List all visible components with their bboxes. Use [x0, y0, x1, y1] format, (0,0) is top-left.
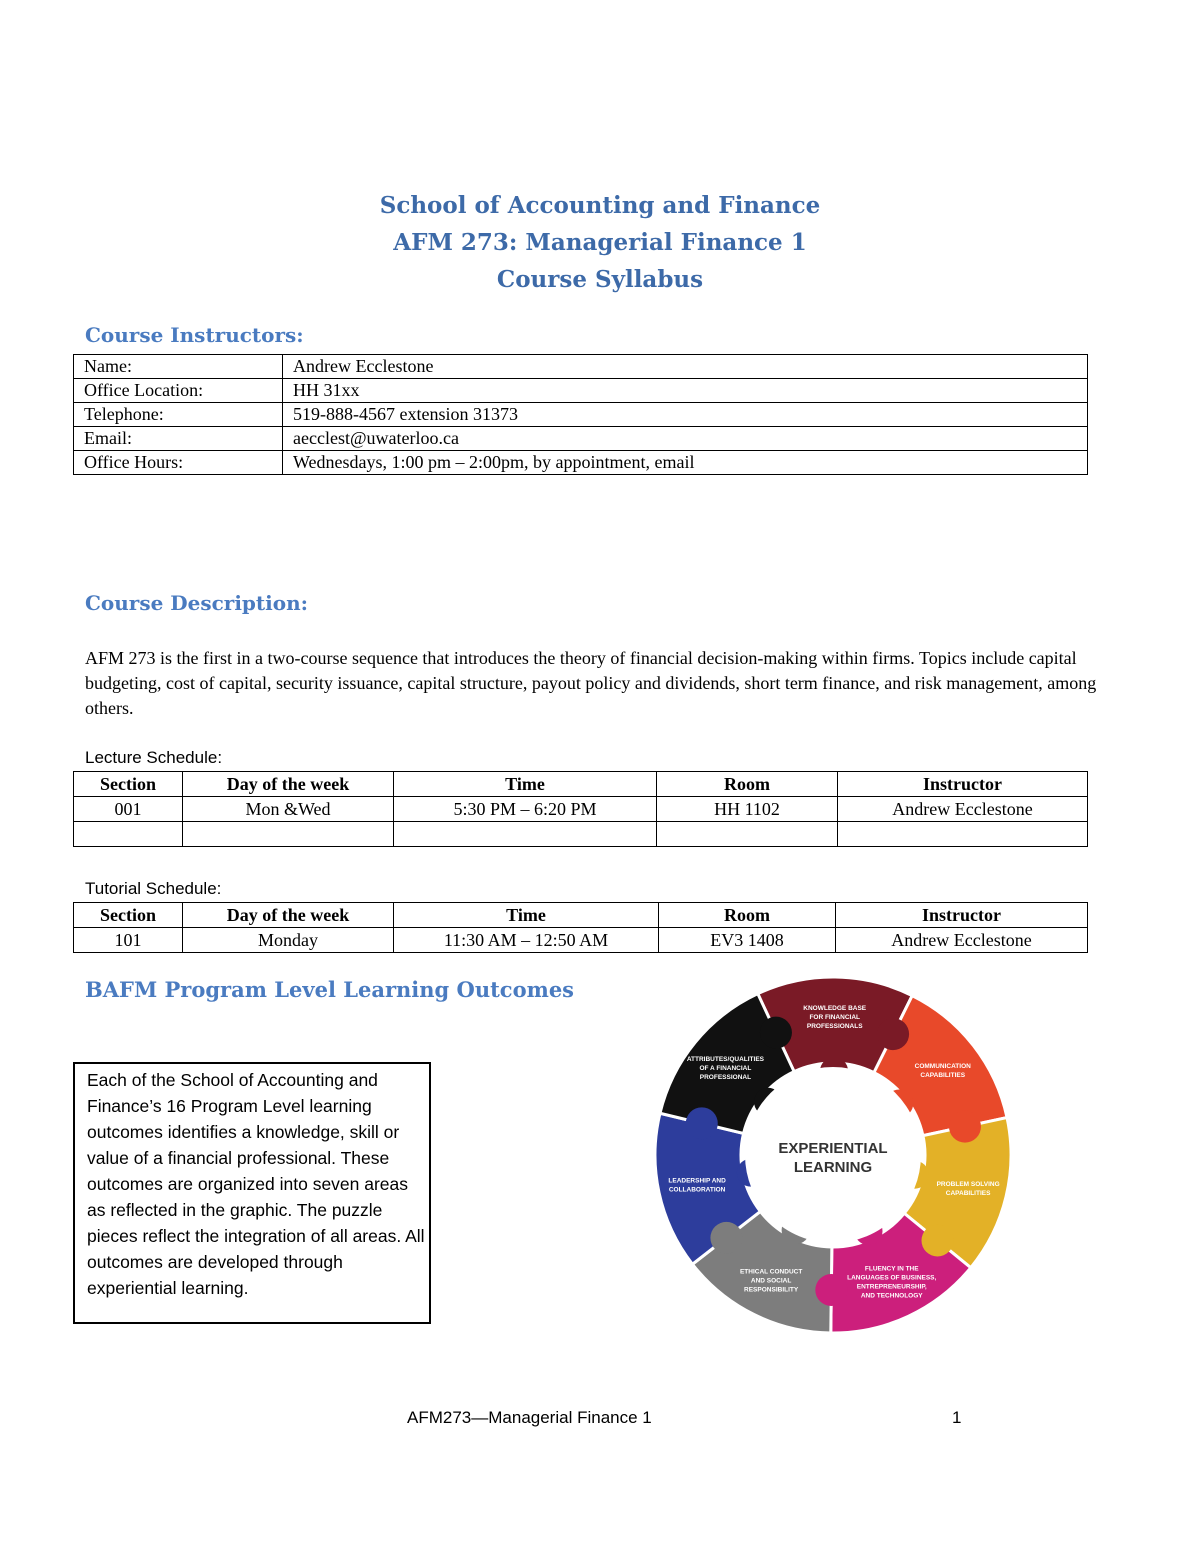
- puzzle-piece-label: COLLABORATION: [668, 1186, 726, 1194]
- cell: Andrew Ecclestone: [836, 928, 1088, 953]
- puzzle-piece-label: COMMUNICATION: [914, 1063, 971, 1071]
- puzzle-piece-label: KNOWLEDGE BASE: [803, 1005, 867, 1013]
- puzzle-piece-label: ATTRIBUTES/QUALITIES: [686, 1055, 764, 1063]
- lecture-table: [73, 771, 1088, 847]
- row-label: Name:: [74, 355, 283, 379]
- col-room: Room: [657, 772, 838, 797]
- page-number: 1: [952, 1408, 962, 1427]
- puzzle-piece-label: FOR FINANCIAL: [809, 1014, 861, 1022]
- row-label: Telephone:: [74, 403, 283, 427]
- table-header-row: [74, 903, 1088, 928]
- cell: 5:30 PM – 6:20 PM: [394, 797, 657, 822]
- col-section: Section: [74, 903, 183, 928]
- puzzle-piece-label: CAPABILITIES: [920, 1072, 966, 1080]
- puzzle-knob: [877, 1018, 909, 1050]
- puzzle-piece-label: ENTREPRENEURSHIP,: [856, 1283, 927, 1291]
- cell: 101: [74, 928, 183, 953]
- col-section: Section: [74, 772, 183, 797]
- table-row: [74, 822, 1088, 847]
- puzzle-piece-label: OF A FINANCIAL: [699, 1064, 752, 1072]
- puzzle-piece-label: PROFESSIONALS: [806, 1023, 863, 1031]
- puzzle-knob: [921, 1224, 953, 1256]
- cell: [74, 822, 183, 847]
- puzzle-piece-label: FLUENCY IN THE: [864, 1265, 919, 1273]
- puzzle-knob: [949, 1111, 981, 1143]
- puzzle-piece-label: PROFESSIONAL: [699, 1073, 752, 1081]
- col-time: Time: [394, 772, 657, 797]
- center-label-line: EXPERIENTIAL: [778, 1140, 888, 1157]
- description-heading: Course Description:: [85, 591, 309, 615]
- tutorial-label: Tutorial Schedule:: [85, 879, 222, 898]
- puzzle-piece-label: PROBLEM SOLVING: [936, 1181, 1000, 1189]
- footer-title: AFM273—Managerial Finance 1: [407, 1408, 652, 1427]
- puzzle-piece-label: LANGUAGES OF BUSINESS,: [847, 1274, 937, 1282]
- col-instructor: Instructor: [836, 903, 1088, 928]
- col-room: Room: [659, 903, 836, 928]
- col-day: Day of the week: [183, 903, 394, 928]
- row-label: Office Location:: [74, 379, 283, 403]
- tutorial-table: [73, 902, 1088, 953]
- row-value: 519-888-4567 extension 31373: [283, 403, 1088, 427]
- lecture-label: Lecture Schedule:: [85, 748, 223, 767]
- puzzle-piece-label: ETHICAL CONDUCT: [739, 1268, 803, 1276]
- puzzle-piece-label: LEADERSHIP AND: [668, 1177, 726, 1185]
- cell: Mon &Wed: [183, 797, 394, 822]
- cell: [394, 822, 657, 847]
- instructors-heading: Course Instructors:: [85, 323, 304, 347]
- table-row: [74, 451, 1088, 475]
- row-label: Office Hours:: [74, 451, 283, 475]
- experiential-learning-puzzle-graphic: [640, 975, 1030, 1345]
- table-row: [74, 797, 1088, 822]
- row-value: Andrew Ecclestone: [283, 355, 1088, 379]
- table-row: [74, 379, 1088, 403]
- puzzle-knob: [686, 1107, 718, 1139]
- row-value: aecclest@uwaterloo.ca: [283, 427, 1088, 451]
- cell: EV3 1408: [659, 928, 836, 953]
- description-body: AFM 273 is the first in a two-course sequence that introduces the theory of financial decision-making within firms. Topics include capital budgeting, cost of capital, security issuance, capital structure, payout policy and dividends, short term finance, and risk management, among others.: [85, 648, 1097, 718]
- row-value: HH 31xx: [283, 379, 1088, 403]
- cell: 001: [74, 797, 183, 822]
- cell: Andrew Ecclestone: [838, 797, 1088, 822]
- center-label-line: LEARNING: [793, 1159, 873, 1176]
- school-name: School of Accounting and Finance: [379, 192, 821, 219]
- puzzle-piece-label: AND TECHNOLOGY: [860, 1292, 923, 1300]
- outcomes-description-box: Each of the School of Accounting and Finance’s 16 Program Level learning outcomes identifies a knowledge, skill or value of a financial professional. These outcomes are organized into seven areas as reflected in the graphic. The puzzle pieces reflect the integration of all areas. All outcomes are developed through experiential learning.: [73, 1062, 431, 1324]
- puzzle-knob: [760, 1017, 792, 1049]
- table-header-row: [74, 772, 1088, 797]
- puzzle-knob: [815, 1274, 847, 1306]
- course-title: AFM 273: Managerial Finance 1: [393, 229, 807, 256]
- cell: [838, 822, 1088, 847]
- cell: [657, 822, 838, 847]
- cell: [183, 822, 394, 847]
- puzzle-piece-label: RESPONSIBILITY: [744, 1286, 799, 1294]
- instructor-table: [73, 354, 1088, 475]
- col-day: Day of the week: [183, 772, 394, 797]
- outcomes-heading: BAFM Program Level Learning Outcomes: [85, 977, 574, 1002]
- table-row: [74, 355, 1088, 379]
- cell: Monday: [183, 928, 394, 953]
- col-instructor: Instructor: [838, 772, 1088, 797]
- row-value: Wednesdays, 1:00 pm – 2:00pm, by appointment, email: [283, 451, 1088, 475]
- puzzle-piece-label: CAPABILITIES: [945, 1190, 991, 1198]
- table-row: [74, 403, 1088, 427]
- table-row: [74, 427, 1088, 451]
- cell: HH 1102: [657, 797, 838, 822]
- puzzle-piece-label: AND SOCIAL: [750, 1277, 792, 1285]
- col-time: Time: [394, 903, 659, 928]
- puzzle-knob: [710, 1222, 742, 1254]
- row-label: Email:: [74, 427, 283, 451]
- document-title: Course Syllabus: [496, 266, 704, 293]
- table-row: [74, 928, 1088, 953]
- cell: 11:30 AM – 12:50 AM: [394, 928, 659, 953]
